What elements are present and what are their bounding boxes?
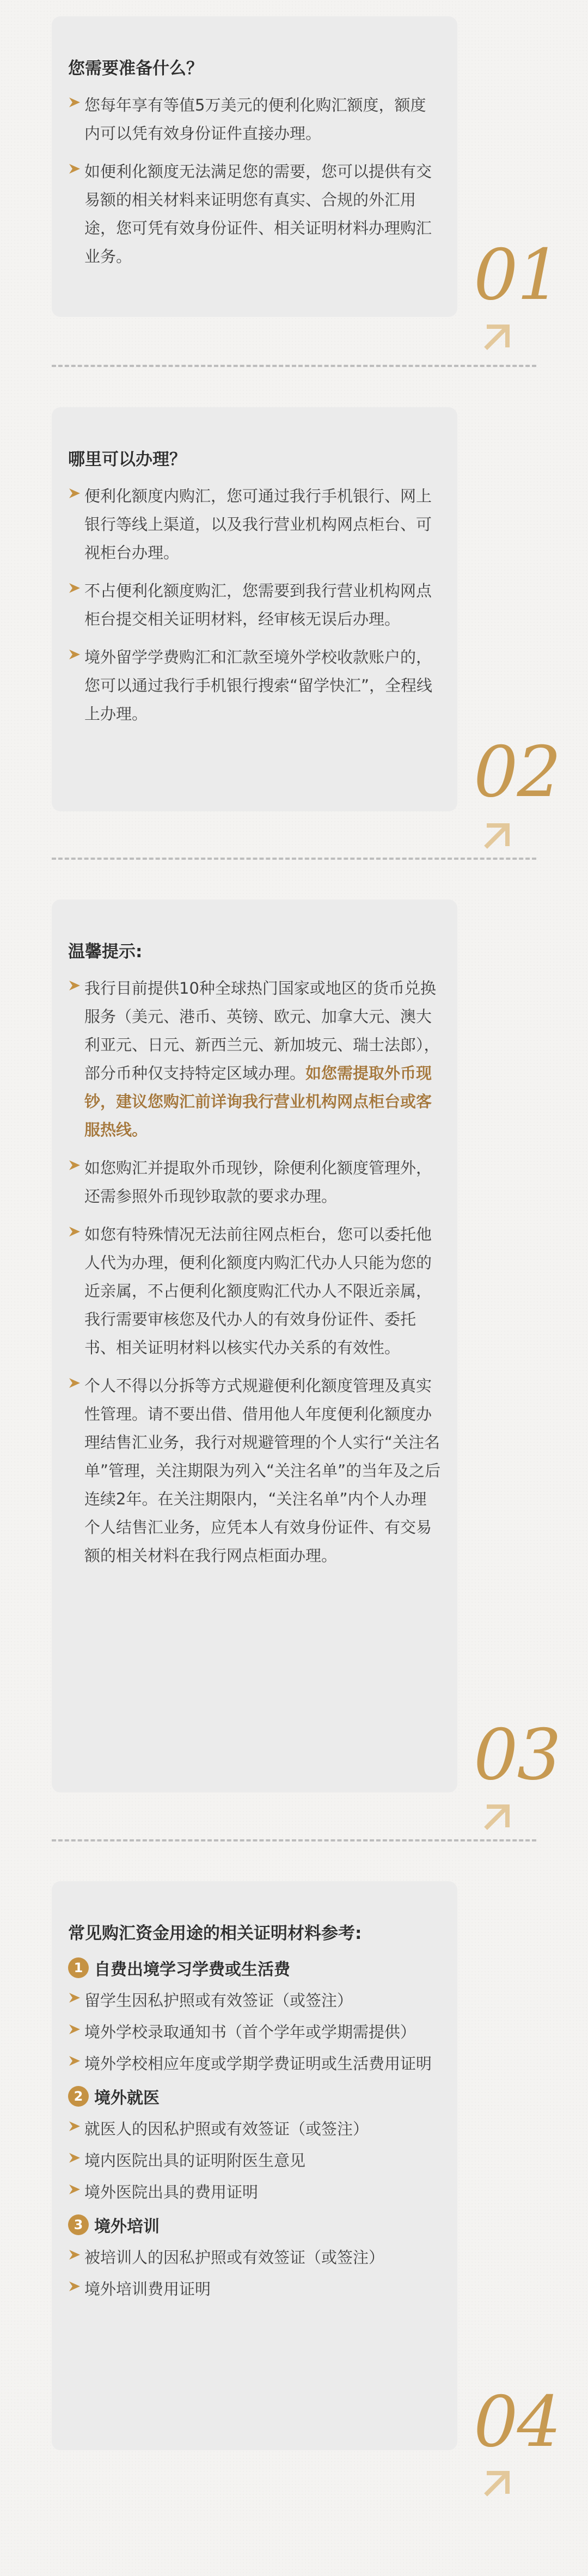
- list-item: [68, 2276, 441, 2302]
- triangle-bullet-icon: [68, 488, 84, 499]
- category-label: 自费出境学习学费或生活费: [94, 1960, 290, 1979]
- list-item: [68, 1220, 441, 1362]
- triangle-bullet-icon: [68, 97, 84, 108]
- triangle-bullet-icon: [68, 583, 84, 593]
- section-number: 04: [474, 2382, 560, 2463]
- triangle-bullet-icon: [68, 2249, 84, 2260]
- triangle-bullet-icon: [68, 163, 84, 174]
- triangle-bullet-icon: [68, 1992, 84, 2003]
- list-item-text: 留学生因私护照或有效签证（或签注）: [84, 1991, 353, 2010]
- list-item-text: 就医人的因私护照或有效签证（或签注）: [84, 2120, 369, 2138]
- list-item-text: 境外学校相应年度或学期学费证明或生活费用证明: [84, 2054, 432, 2073]
- list-item: [68, 157, 441, 271]
- triangle-bullet-icon: [68, 2055, 84, 2066]
- section-3-card: [52, 900, 457, 1792]
- list-item: [68, 2051, 441, 2077]
- section-1-card: [52, 16, 457, 317]
- list-item-text: 如您有特殊情况无法前往网点柜台，您可以委托他人代为办理，便利化额度内购汇代办人只能为您的近亲属，不占便利化额度购汇代办人不限近亲属，我行需要审核您及代办人的有效身份证件、委托书、相关证明材料以核实代办关系的有效性。: [84, 1225, 432, 1357]
- list-item-text: [84, 974, 441, 1144]
- triangle-bullet-icon: [68, 1160, 84, 1171]
- category-index-badge: 2: [68, 2086, 89, 2107]
- category-header: [68, 1956, 441, 1980]
- arrow-up-right-icon: [478, 815, 518, 855]
- list-item: [68, 974, 441, 1144]
- list-item-text: 境外学校录取通知书（首个学年或学期需提供）: [84, 2023, 416, 2041]
- list-item: [68, 643, 441, 728]
- section-4-card: [52, 1881, 457, 2450]
- highlight-text: 如您需提取外币现钞，建议您购汇前详询我行营业机构网点柜台或客服热线。: [84, 1064, 432, 1139]
- list-item-text: 便利化额度内购汇，您可通过我行手机银行、网上银行等线上渠道，以及我行营业机构网点柜台、可视柜台办理。: [84, 487, 432, 562]
- list-item: [68, 91, 441, 148]
- section-2-card: [52, 407, 457, 811]
- category-index-badge: 3: [68, 2214, 89, 2235]
- section-number: 01: [474, 235, 560, 316]
- section-divider: [52, 858, 536, 860]
- list-item: [68, 1372, 441, 1570]
- section-4-title: 常见购汇资金用途的相关证明材料参考:: [68, 1924, 362, 1943]
- list-item: [68, 2019, 441, 2045]
- list-item-text: 境内医院出具的证明附医生意见: [84, 2151, 306, 2170]
- section-number: 02: [474, 732, 560, 813]
- category-header: [68, 2084, 441, 2108]
- arrow-up-right-icon: [478, 1796, 518, 1836]
- arrow-up-right-icon: [478, 2462, 518, 2502]
- arrow-up-right-icon: [478, 316, 518, 356]
- list-item: [68, 2179, 441, 2205]
- section-2-title: 哪里可以办理？: [68, 450, 186, 469]
- triangle-bullet-icon: [68, 2024, 84, 2035]
- list-item-text: 您每年享有等值5万美元的便利化购汇额度，额度内可以凭有效身份证件直接办理。: [84, 96, 426, 143]
- triangle-bullet-icon: [68, 2121, 84, 2132]
- list-item-text: 境外留学学费购汇和汇款至境外学校收款账户的，您可以通过我行手机银行搜索“留学快汇”，全程线上办理。: [84, 648, 433, 723]
- list-item: [68, 2147, 441, 2174]
- category-index-badge: 1: [68, 1957, 89, 1978]
- list-item-text: 如便利化额度无法满足您的需要，您可以提供有交易额的相关材料来证明您有真实、合规的外汇用途，您可凭有效身份证件、相关证明材料办理购汇业务。: [84, 162, 432, 266]
- triangle-bullet-icon: [68, 1226, 84, 1237]
- list-item-text: 如您购汇并提取外币现钞，除便利化额度管理外，还需参照外币现钞取款的要求办理。: [84, 1159, 432, 1206]
- list-item: [68, 1987, 441, 2014]
- category-header: [68, 2213, 441, 2237]
- triangle-bullet-icon: [68, 2152, 84, 2163]
- triangle-bullet-icon: [68, 2281, 84, 2292]
- section-1-title: 您需要准备什么？: [68, 59, 203, 78]
- list-item: [68, 577, 441, 633]
- section-divider: [52, 1839, 536, 1841]
- list-item: [68, 1154, 441, 1210]
- section-number: 03: [474, 1715, 560, 1796]
- list-item-text: 被培训人的因私护照或有效签证（或签注）: [84, 2248, 385, 2267]
- triangle-bullet-icon: [68, 2184, 84, 2195]
- section-3-title: 温馨提示:: [68, 942, 143, 962]
- triangle-bullet-icon: [68, 649, 84, 660]
- list-item: [68, 2244, 441, 2271]
- list-item-text: 境外医院出具的费用证明: [84, 2183, 259, 2201]
- list-item-text-plain: 我行目前提供10种全球热门国家或地区的货币兑换服务（美元、港币、英镑、欧元、加拿大元、澳大利亚元、日元、新西兰元、新加坡元、瑞士法郎），部分币种仅支持特定区域办理。: [84, 979, 440, 1082]
- category-label: 境外就医: [94, 2089, 160, 2108]
- list-item-text: 不占便利化额度购汇，您需要到我行营业机构网点柜台提交相关证明材料，经审核无误后办理。: [84, 582, 432, 628]
- list-item-text: 个人不得以分拆等方式规避便利化额度管理及真实性管理。请不要出借、借用他人年度便利化额度办理结售汇业务，我行对规避管理的个人实行“关注名单”管理，关注期限为列入“关注名单”的当年及之后连续2年。在关注期限内，“关注名单”内个人办理个人结售汇业务，应凭本人有效身份证件、有交易额的相关材料在我行网点柜面办理。: [84, 1376, 441, 1565]
- section-divider: [52, 365, 536, 367]
- category-label: 境外培训: [94, 2217, 160, 2236]
- list-item-text: 境外培训费用证明: [84, 2280, 211, 2298]
- list-item: [68, 2116, 441, 2142]
- list-item: [68, 482, 441, 567]
- triangle-bullet-icon: [68, 980, 84, 991]
- triangle-bullet-icon: [68, 1378, 84, 1388]
